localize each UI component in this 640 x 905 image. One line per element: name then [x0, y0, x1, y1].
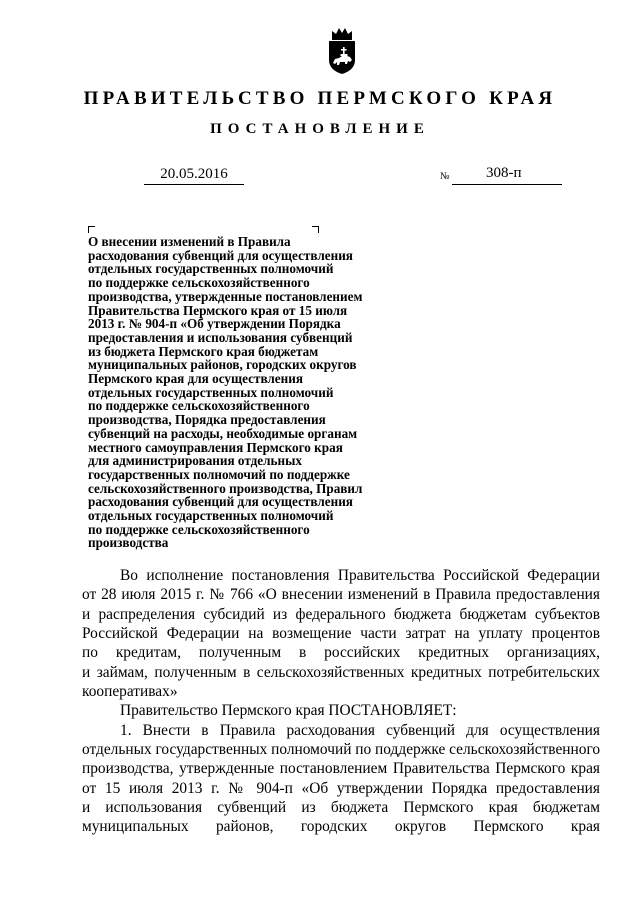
subject-line: государственных полномочий по поддержке [88, 466, 350, 482]
document-type-heading: ПОСТАНОВЛЕНИЕ [210, 121, 430, 137]
body-line: отдельных государственных полномочий по поддержке сельскохозяйственного [82, 741, 600, 759]
subject-line: субвенций на расходы, необходимые органам [88, 425, 358, 441]
body-line: производства, утвержденные постановлением Правительства Пермского края [82, 760, 600, 778]
document-body [82, 566, 600, 837]
subject-line: из бюджета Пермского края бюджетам [88, 343, 319, 359]
subject-line: производства [88, 535, 169, 551]
subject-line: Правительства Пермского края от 15 июля [88, 302, 348, 318]
body-line: и распределения субсидий из федерального бюджета бюджетам субъектов [82, 605, 600, 623]
document-number-value: 308-п [486, 165, 522, 181]
subject-line: по поддержке сельскохозяйственного [88, 521, 310, 537]
body-line: муниципальных районов, городских округов Пермского края [82, 818, 600, 836]
subject-line: отдельных государственных полномочий [88, 384, 334, 400]
perm-krai-coat-of-arms-icon [324, 26, 360, 76]
body-line: по кредитам, полученным в российских кредитных организациях, [82, 644, 600, 662]
body-line: и займам, полученным в сельскохозяйственных кредитных потребительских [82, 663, 600, 681]
subject-line: отдельных государственных полномочий [88, 261, 334, 277]
document-subject [88, 235, 408, 550]
body-line: 1. Внести в Правила расходования субвенций для осуществления [120, 721, 600, 739]
subject-line: по поддержке сельскохозяйственного [88, 275, 310, 291]
body-line: Во исполнение постановления Правительства Российской Федерации [120, 567, 600, 584]
subject-bracket-right [312, 226, 319, 233]
subject-line: производства, Порядка предоставления [88, 412, 326, 428]
subject-line: О внесении изменений в Правила [88, 234, 291, 249]
subject-line: муниципальных районов, городских округов [88, 357, 357, 373]
body-line: Российской Федерации на возмещение части затрат на уплату процентов [82, 625, 600, 643]
subject-line: сельскохозяйственного производства, Правил [88, 480, 363, 496]
body-line: Правительство Пермского края ПОСТАНОВЛЯЕТ: [120, 702, 457, 720]
subject-line: отдельных государственных полномочий [88, 508, 334, 524]
subject-line: местного самоуправления Пермского края [88, 439, 343, 455]
body-line: от 15 июля 2013 г. № 904-п «Об утверждении Порядка предоставления [82, 779, 600, 797]
subject-line: предоставления и использования субвенций [88, 329, 353, 345]
subject-bracket-left [88, 226, 95, 233]
body-line: кооперативах» [82, 683, 178, 701]
subject-line: производства, утвержденные постановлением [88, 288, 363, 304]
body-line: и использования субвенций из бюджета Пермского края бюджетам [82, 799, 600, 817]
subject-line: по поддержке сельскохозяйственного [88, 398, 310, 414]
org-title: ПРАВИТЕЛЬСТВО ПЕРМСКОГО КРАЯ [83, 88, 557, 109]
subject-line: расходования субвенций для осуществления [88, 247, 353, 263]
document-date-field: 20.05.2016 [144, 165, 244, 185]
subject-line: для администрирования отдельных [88, 453, 303, 469]
subject-line: 2013 г. № 904-п «Об утверждении Порядка [88, 316, 341, 332]
subject-line: Пермского края для осуществления [88, 371, 303, 387]
number-sign-label: № [440, 171, 450, 182]
subject-line: расходования субвенций для осуществления [88, 494, 353, 510]
body-line: от 28 июля 2015 г. № 766 «О внесении изменений в Правила предоставления [82, 586, 600, 604]
